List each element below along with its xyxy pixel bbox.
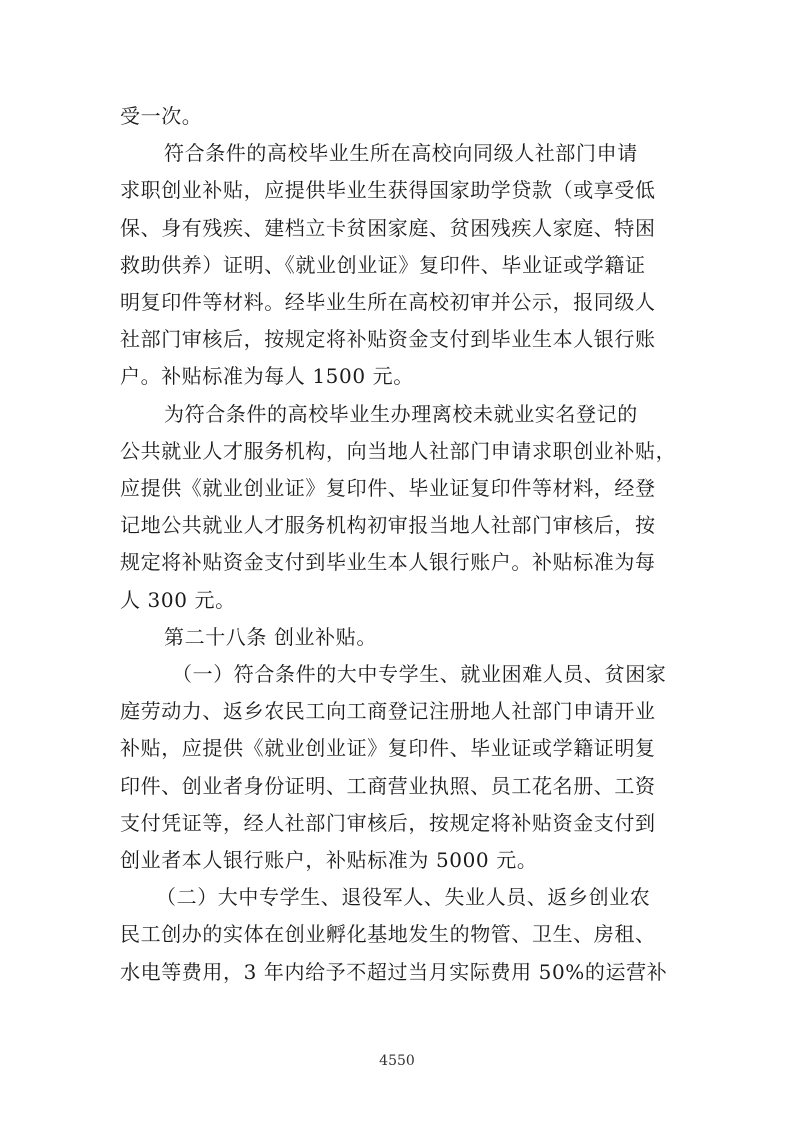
text-line: 求职创业补贴，应提供毕业生获得国家助学贷款（或享受低 <box>120 178 656 203</box>
page-number: 4550 <box>379 1053 415 1069</box>
text-line: 社部门审核后，按规定将补贴资金支付到毕业生本人银行账 <box>120 327 656 352</box>
article-heading: 第二十八条 创业补贴。 <box>164 624 377 649</box>
paragraph-start: （一）符合条件的大中专学生、就业困难人员、贫困家 <box>172 662 667 687</box>
text-line: 记地公共就业人才服务机构初审报当地人社部门审核后，按 <box>120 513 656 538</box>
text-line: 户。补贴标准为每人 1500 元。 <box>120 364 414 389</box>
text-line: 补贴，应提供《就业创业证》复印件、毕业证或学籍证明复 <box>120 736 656 761</box>
text-line: 支付凭证等，经人社部门审核后，按规定将补贴资金支付到 <box>120 810 656 835</box>
text-line: 规定将补贴资金支付到毕业生本人银行账户。补贴标准为每 <box>120 550 656 575</box>
text-line: 庭劳动力、返乡农民工向工商登记注册地人社部门申请开业 <box>120 699 656 724</box>
text-line: 公共就业人才服务机构，向当地人社部门申请求职创业补贴， <box>120 438 677 463</box>
paragraph-start: （二）大中专学生、退役军人、失业人员、返乡创业农 <box>156 885 651 910</box>
text-line: 创业者本人银行账户，补贴标准为 5000 元。 <box>120 848 538 873</box>
paragraph-start: 符合条件的高校毕业生所在高校向同级人社部门申请 <box>164 141 638 166</box>
text-line: 民工创办的实体在创业孵化基地发生的物管、卫生、房租、 <box>120 922 656 947</box>
text-line: 保、身有残疾、建档立卡贫困家庭、贫困残疾人家庭、特困 <box>120 215 656 240</box>
paragraph-start: 为符合条件的高校毕业生办理离校未就业实名登记的 <box>164 401 638 426</box>
text-line: 受一次。 <box>120 104 203 128</box>
text-line: 水电等费用，3 年内给予不超过当月实际费用 50%的运营补 <box>120 959 668 984</box>
text-line: 应提供《就业创业证》复印件、毕业证复印件等材料，经登 <box>120 476 656 501</box>
text-line: 明复印件等材料。经毕业生所在高校初审并公示，报同级人 <box>120 290 656 315</box>
text-line: 救助供养）证明、《就业创业证》复印件、毕业证或学籍证 <box>120 252 646 277</box>
text-line: 人 300 元。 <box>120 587 236 612</box>
document-body <box>120 98 680 991</box>
text-line: 印件、创业者身份证明、工商营业执照、员工花名册、工资 <box>120 773 656 798</box>
